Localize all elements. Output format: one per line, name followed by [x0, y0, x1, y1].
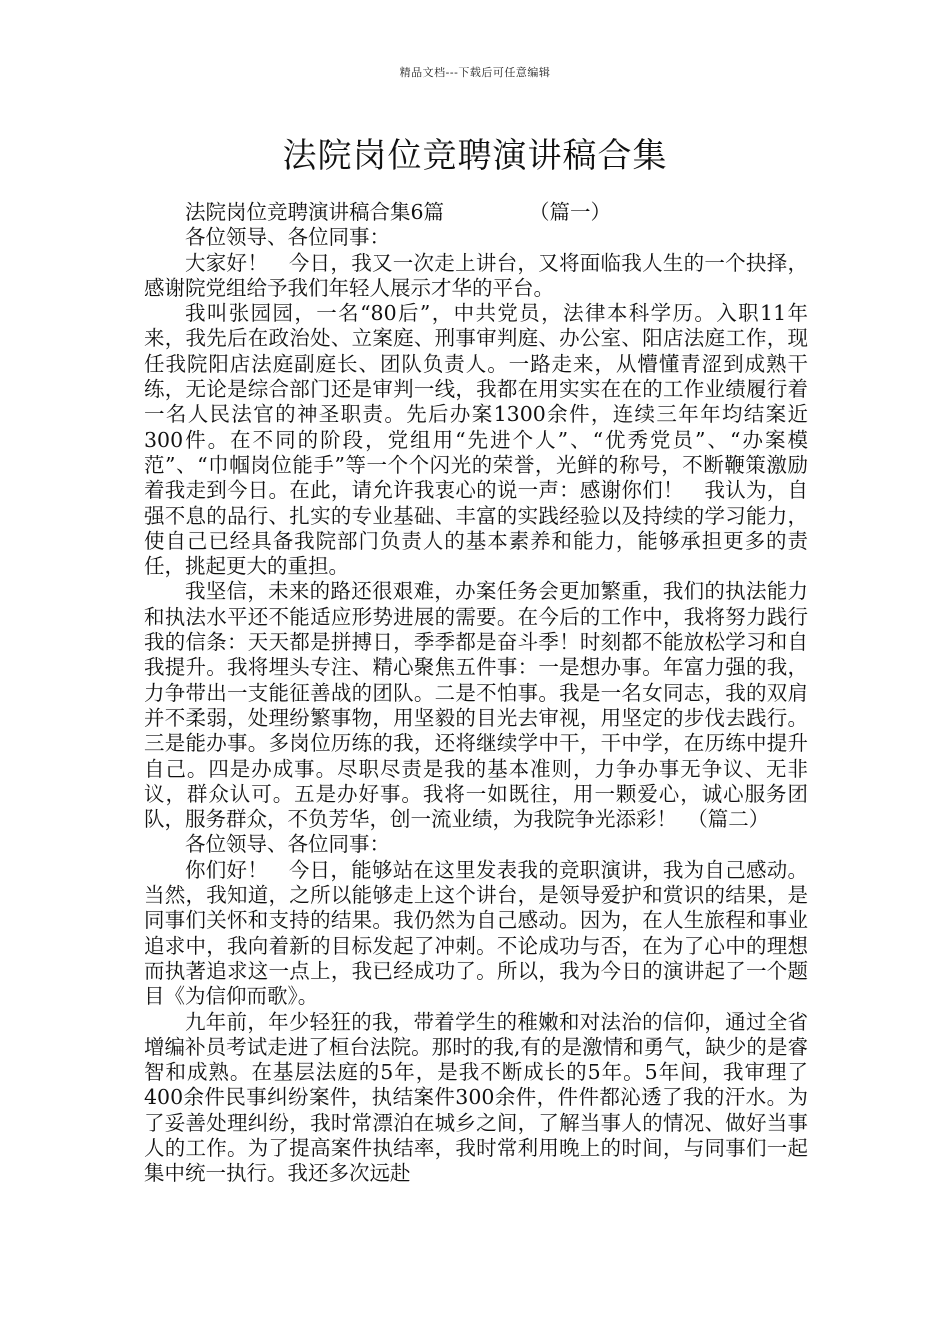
subtitle-line [144, 200, 808, 225]
paragraph: 你们好！ 今日，能够站在这里发表我的竞职演讲，我为自己感动。当然，我知道，之所以能够走上这个讲台，是领导爱护和赏识的结果，是同事们关怀和支持的结果。我仍然为自己感动。因为，在人生旅程和事业追求中，我向着新的目标发起了冲刺。不论成功与否，在为了心中的理想而执著追求这一点上，我已经成功了。所以，我为今日的演讲起了一个题目《为信仰而歌》。 [144, 857, 808, 1009]
paragraph: 我坚信，未来的路还很艰难，办案任务会更加繁重，我们的执法能力和执法水平还不能适应形势进展的需要。在今后的工作中，我将努力践行我的信条：天天都是拼搏日，季季都是奋斗季！时刻都不能放松学习和自我提升。我将埋头专注、精心聚焦五件事：一是想办事。年富力强的我，力争带出一支能征善战的团队。二是不怕事。我是一名女同志，我的双肩并不柔弱，处理纷繁事物，用坚毅的目光去审视，用坚定的步伐去践行。三是能办事。多岗位历练的我，还将继续学中干，干中学，在历练中提升自己。四是办成事。尽职尽责是我的基本准则，力争办事无争议、无非议，群众认可。五是办好事。我将一如既往，用一颗爱心，诚心服务团队，服务群众，不负芳华，创一流业绩，为我院争光添彩！ （篇二） [144, 579, 808, 832]
header-note: 精品文档---下载后可任意编辑 [399, 66, 551, 79]
part-one-label: （篇一） [529, 200, 612, 224]
salutation: 各位领导、各位同事： [185, 832, 390, 857]
paragraph: 我叫张园园，一名“80后”，中共党员，法律本科学历。入职11年来，我先后在政治处、立案庭、刑事审判庭、办公室、阳店法庭工作，现任我院阳店法庭副庭长、团队负责人。一路走来，从懵懂青涩到成熟干练，无论是综合部门还是审判一线，我都在用实实在在的工作业绩履行着一名人民法官的神圣职责。先后办案1300余件，连续三年年均结案近300件。在不同的阶段，党组用“先进个人”、“优秀党员”、“办案模范”、“巾帼岗位能手”等一个个闪光的荣誉，光鲜的称号，不断鞭策激励着我走到今日。在此，请允许我衷心的说一声：感谢你们！ 我认为，自强不息的品行、扎实的专业基础、丰富的实践经验以及持续的学习能力，使自己已经具备我院部门负责人的基本素养和能力，能够承担更多的责任，挑起更大的重担。 [144, 301, 808, 579]
subtitle: 法院岗位竞聘演讲稿合集6篇 [185, 200, 445, 224]
paragraph: 大家好！ 今日，我又一次走上讲台，又将面临我人生的一个抉择，感谢院党组给予我们年轻人展示才华的平台。 [144, 250, 808, 300]
document-title: 法院岗位竞聘演讲稿合集 [282, 136, 668, 176]
document-body [144, 200, 808, 1187]
salutation: 各位领导、各位同事： [185, 225, 390, 250]
paragraph: 九年前，年少轻狂的我，带着学生的稚嫩和对法治的信仰，通过全省增编补员考试走进了桓台法院。那时的我,有的是激情和勇气，缺少的是睿智和成熟。在基层法庭的5年，是我不断成长的5年。5年间，我审理了400余件民事纠纷案件，执结案件300余件，件件都沁透了我的汗水。为了妥善处理纠纷，我时常漂泊在城乡之间，了解当事人的情况、做好当事人的工作。为了提高案件执结率，我时常利用晚上的时间，与同事们一起集中统一执行。我还多次远赴 [144, 1009, 808, 1186]
